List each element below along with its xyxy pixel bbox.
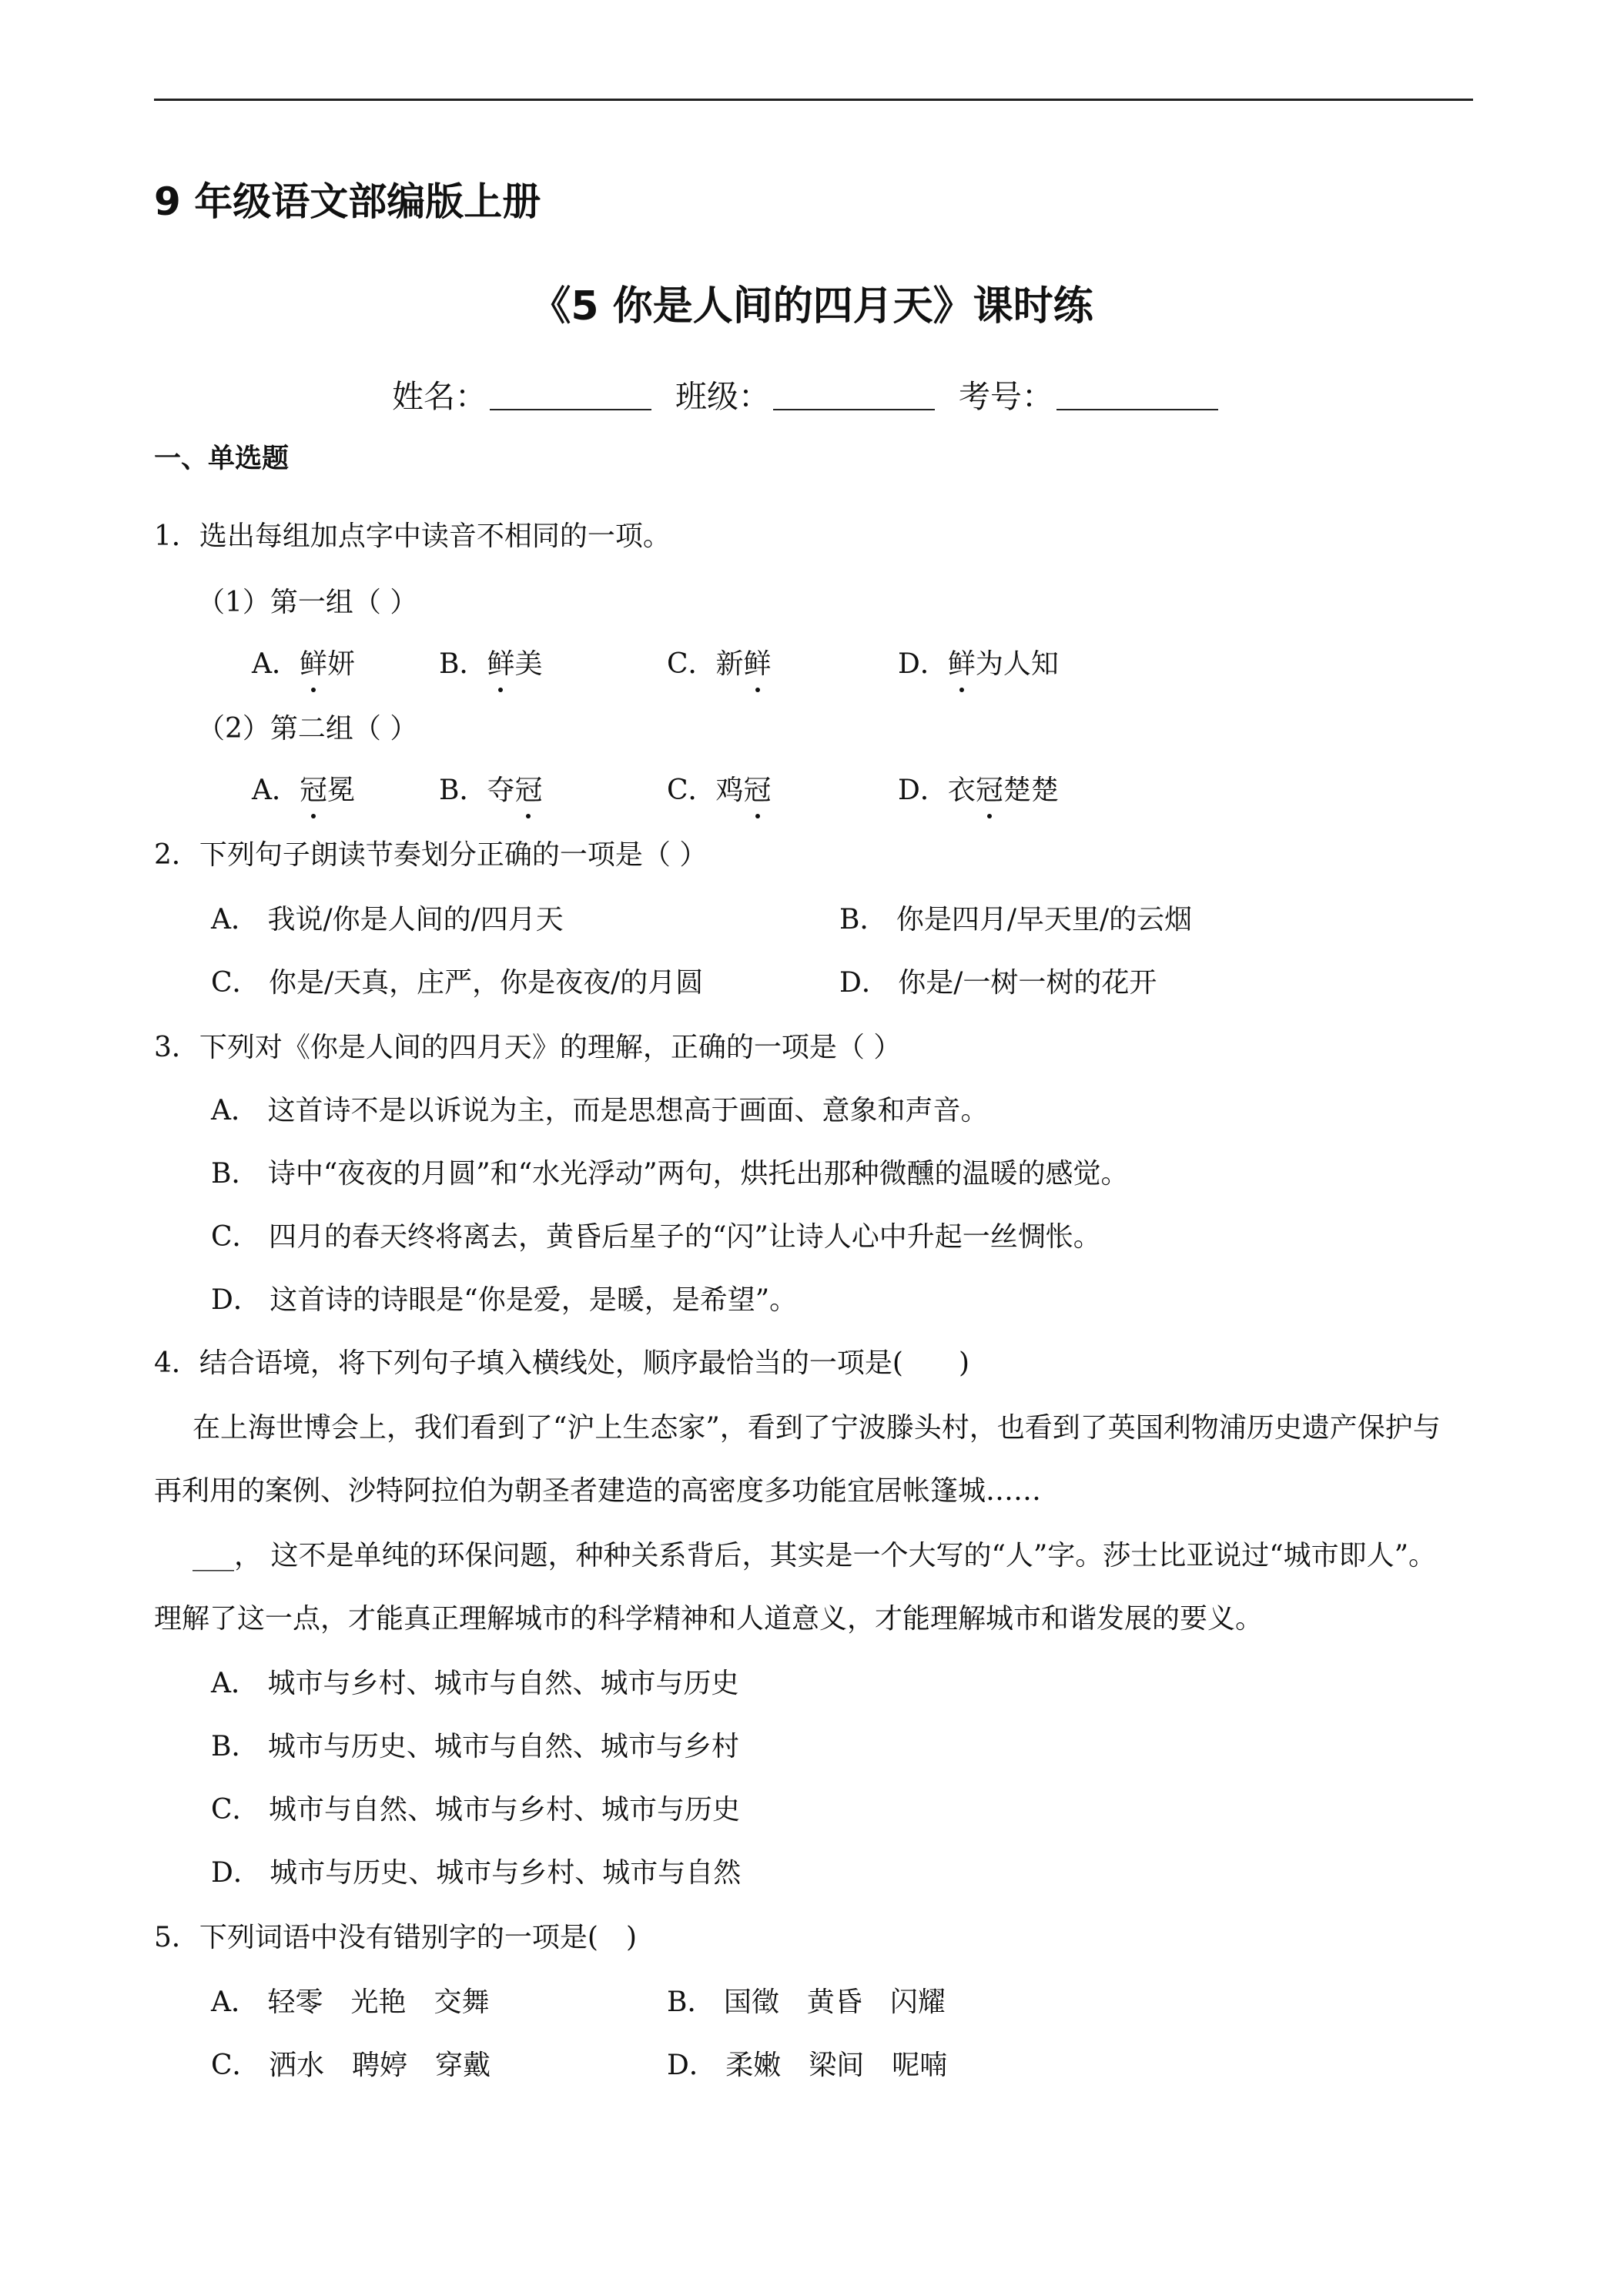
- option-letter: A．: [252, 775, 300, 806]
- option-rest: 美: [514, 648, 543, 680]
- option-letter: B．夺: [439, 775, 515, 806]
- dotted-char: 冠: [744, 768, 772, 808]
- option-rest: 为人知: [975, 648, 1059, 680]
- q3-stem: 3．下列对《你是人间的四月天》的理解，正确的一项是（ ）: [154, 1032, 902, 1063]
- q1-sub2: （2）第二组（ ）: [197, 713, 418, 745]
- dotted-char: 冠: [976, 768, 1003, 808]
- q3-option-b[interactable]: B． 诗中“夜夜的月圆”和“水光浮动”两句，烘托出那种微醺的温暖的感觉。: [211, 1158, 1129, 1190]
- q1-sub1-option-b[interactable]: [439, 642, 543, 681]
- q1-sub1-option-a[interactable]: [252, 642, 355, 681]
- option-letter: D．: [898, 648, 948, 680]
- q3-option-c[interactable]: C． 四月的春天终将离去，黄昏后星子的“闪”让诗人心中升起一丝惆怅。: [211, 1221, 1101, 1253]
- dotted-char: 鲜: [300, 642, 327, 681]
- option-letter: C．鸡: [667, 775, 744, 806]
- dotted-char: 鲜: [948, 642, 976, 681]
- option-rest: 妍: [327, 648, 356, 680]
- dotted-char: 鲜: [744, 642, 772, 681]
- q1-sub2-option-c[interactable]: [667, 768, 772, 808]
- q5-option-d[interactable]: D． 柔嫩 梁间 呢喃: [667, 2050, 948, 2081]
- q4-stem: 4．结合语境，将下列句子填入横线处，顺序最恰当的一项是( ): [154, 1347, 969, 1379]
- q4-passage-line: 在上海世博会上，我们看到了“沪上生态家”，看到了宁波滕头村，也看到了英国利物浦历史遗产保护与: [193, 1412, 1441, 1444]
- q1-sub1-option-d[interactable]: [898, 642, 1059, 681]
- q4-passage-line: 再利用的案例、沙特阿拉伯为朝圣者建造的高密度多功能宜居帐篷城……: [154, 1475, 1042, 1507]
- exam-number-label: 考号：: [959, 378, 1054, 415]
- student-info-line: [0, 371, 1624, 417]
- q4-passage-line: ___， 这不是单纯的环保问题，种种关系背后，其实是一个大写的“人”字。莎士比亚说过“城市即人”。: [193, 1540, 1437, 1571]
- grade-heading: 9 年级语文部编版上册: [154, 179, 541, 224]
- exam-number-blank[interactable]: [1056, 380, 1218, 410]
- option-rest: 冕: [327, 775, 356, 806]
- option-letter: C．新: [667, 648, 744, 680]
- q2-option-d[interactable]: D． 你是/一树一树的花开: [839, 967, 1157, 999]
- q1-sub1: （1）第一组（ ）: [197, 587, 418, 618]
- dotted-char: 冠: [300, 768, 327, 808]
- class-label: 班级：: [675, 378, 770, 415]
- section-title: 一、单选题: [154, 443, 290, 474]
- q3-option-a[interactable]: A． 这首诗不是以诉说为主，而是思想高于画面、意象和声音。: [211, 1095, 989, 1126]
- q4-passage-line: 理解了这一点，才能真正理解城市的科学精神和人道意义，才能理解城市和谐发展的要义。: [154, 1603, 1264, 1635]
- option-letter: B．: [439, 648, 487, 680]
- class-blank[interactable]: [773, 380, 935, 410]
- q5-option-c[interactable]: C． 洒水 聘婷 穿戴: [211, 2050, 491, 2081]
- q2-stem: 2．下列句子朗读节奏划分正确的一项是（ ）: [154, 839, 708, 871]
- q1-sub1-option-c[interactable]: [667, 642, 772, 681]
- dotted-char: 鲜: [487, 642, 514, 681]
- page-title: 《5 你是人间的四月天》课时练: [531, 283, 1093, 330]
- option-letter: D．衣: [898, 775, 976, 806]
- q5-option-b[interactable]: B． 国徵 黄昏 闪耀: [667, 1986, 946, 2018]
- q3-option-d[interactable]: D． 这首诗的诗眼是“你是爱，是暖，是希望”。: [211, 1284, 798, 1316]
- q2-option-a[interactable]: A． 我说/你是人间的/四月天: [211, 904, 564, 935]
- q2-option-b[interactable]: B． 你是四月/早天里/的云烟: [839, 904, 1193, 935]
- q1-stem: 1．选出每组加点字中读音不相同的一项。: [154, 520, 671, 552]
- q4-option-b[interactable]: B． 城市与历史、城市与自然、城市与乡村: [211, 1731, 739, 1762]
- q4-option-d[interactable]: D． 城市与历史、城市与乡村、城市与自然: [211, 1857, 742, 1889]
- header-rule: [154, 99, 1473, 101]
- q1-sub2-option-d[interactable]: [898, 768, 1059, 808]
- option-letter: A．: [252, 648, 300, 680]
- q5-option-a[interactable]: A． 轻零 光艳 交舞: [211, 1986, 490, 2018]
- name-label: 姓名：: [391, 378, 487, 415]
- q5-stem: 5．下列词语中没有错别字的一项是( ): [154, 1922, 637, 1953]
- name-blank[interactable]: [490, 380, 651, 410]
- q2-option-c[interactable]: C． 你是/天真，庄严，你是夜夜/的月圆: [211, 967, 704, 999]
- q1-sub2-option-a[interactable]: [252, 768, 355, 808]
- option-rest: 楚楚: [1003, 775, 1059, 806]
- q4-option-c[interactable]: C． 城市与自然、城市与乡村、城市与历史: [211, 1794, 740, 1826]
- dotted-char: 冠: [514, 768, 542, 808]
- q1-sub2-option-b[interactable]: [439, 768, 542, 808]
- q4-option-a[interactable]: A． 城市与乡村、城市与自然、城市与历史: [211, 1668, 739, 1699]
